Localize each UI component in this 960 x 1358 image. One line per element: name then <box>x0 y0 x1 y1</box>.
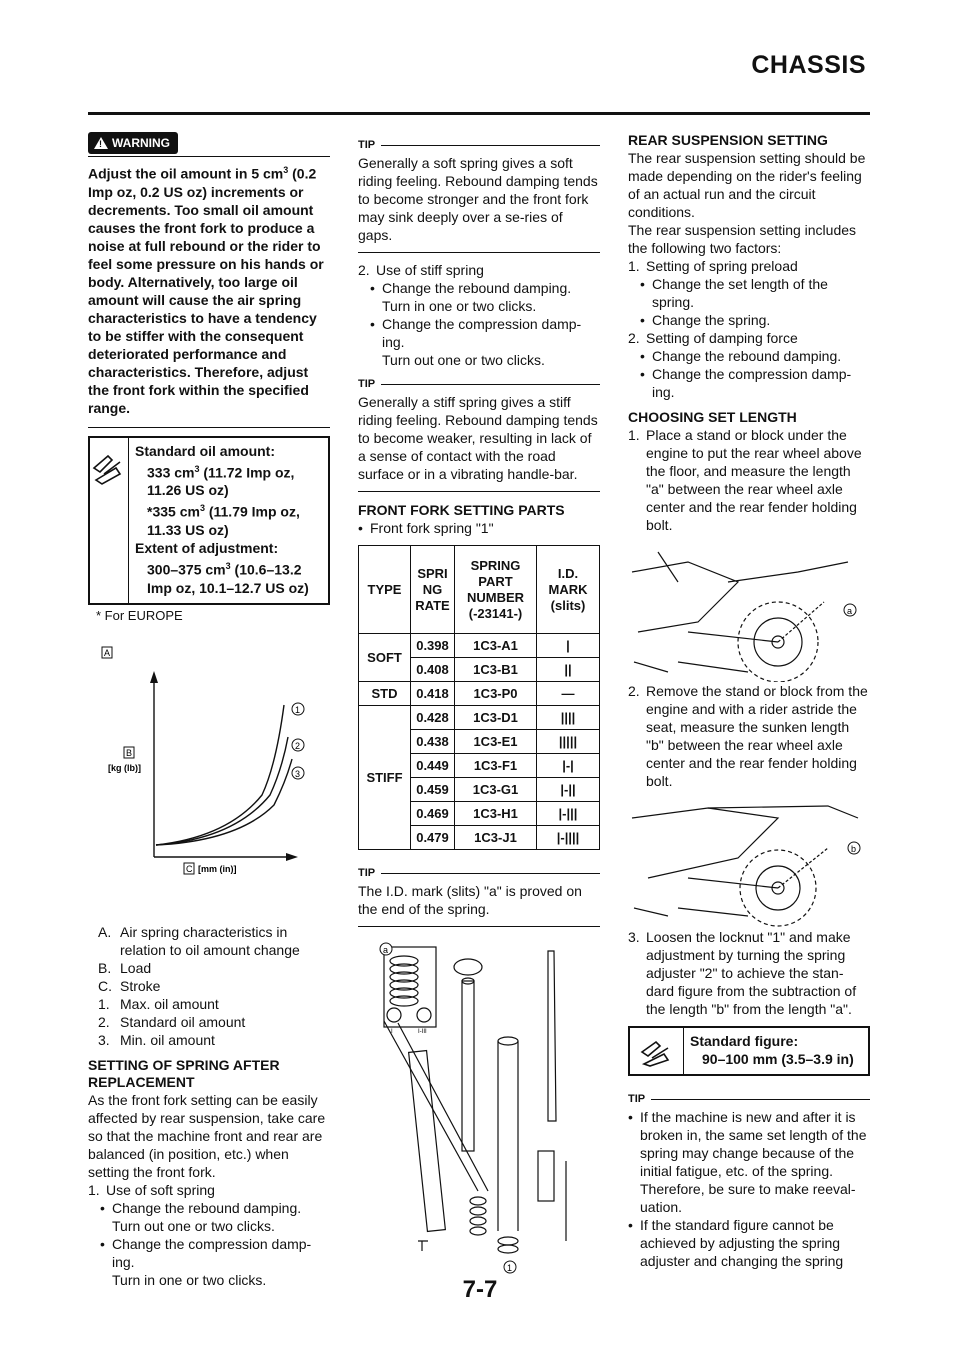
legend-item: 2. Standard oil amount <box>98 1013 246 1030</box>
bullet-item: • If the machine is new and after it is broken in, the same set length of the spring may change because of the initial fatigue, etc. of the spring. Therefore, be sure to make reeval-uation. <box>628 1109 867 1215</box>
group-stiff: STIFF <box>359 706 411 850</box>
fig-a-label: a <box>847 606 853 616</box>
bullet-item: • Change the spring. <box>640 312 771 328</box>
page-number: 7-7 <box>462 1276 498 1303</box>
table-row: 0.408 1C3-B1 || <box>359 658 600 682</box>
rear-wheel-figure-a <box>628 542 870 682</box>
tip-box <box>358 375 600 492</box>
section-title-setting: SETTING OF SPRING AFTER REPLACEMENT <box>88 1056 280 1090</box>
group-soft: SOFT <box>359 634 411 682</box>
tip-text: Generally a stiff spring gives a stiff riding feeling. Rebound damping tends to become weaker, resulting in lack of a sense of contact with the road surface or in a vibrating handle-bar. <box>358 393 600 492</box>
spring-parts-table <box>358 545 600 850</box>
table-row: 0.479 1C3-J1 |-|||| <box>359 826 600 850</box>
group-std: STD <box>359 682 411 706</box>
warning-sup: 3 <box>283 165 289 175</box>
table-row: 0.469 1C3-H1 |-||| <box>359 802 600 826</box>
fig-mark-1: I <box>391 1029 393 1035</box>
rear-step-1: 1. Setting of spring preload <box>628 258 798 274</box>
bullet-item: • Front fork spring "1" <box>358 520 494 536</box>
y-unit: [kg (lb)] <box>108 762 141 773</box>
warning-text <box>88 161 330 428</box>
bullet-item: • Change the compression damp-ing. <box>100 1235 312 1270</box>
bullet-sub: Turn out one or two clicks. <box>112 1217 275 1234</box>
legend-item: 1. Max. oil amount <box>98 995 219 1012</box>
tip-label: TIP <box>628 1093 646 1105</box>
col-header-mark: I.D. MARK (slits) <box>537 546 600 634</box>
warning-text-rest: (0.2 Imp oz, 0.2 US oz) increments or decrements. Too small oil amount causes the front fork to produce a noise at full rebound or the rider to feel some pressure on his hands or body. Alternatively, too large oil amount will cause the air spring characteristics to have a tendency to be stiffer with the consequent deteriorated performance and characteristics. Therefore, adjust the front fork within the specified range. <box>88 165 324 416</box>
spec-line: Extent of adjustment: <box>135 539 279 556</box>
page-title: CHASSIS <box>751 51 866 79</box>
section-title-choose: CHOOSING SET LENGTH <box>628 409 797 425</box>
x-unit: [mm (in)] <box>198 863 237 874</box>
choose-step-3: 3. Loosen the locknut "1" and make adjustment by turning the spring adjuster "2" to achieve the stan-dard figure from the subtraction of the length "b" from the length "a". <box>628 929 857 1017</box>
legend-item: C. Stroke <box>98 977 161 994</box>
table-row: SOFT 0.398 1C3-A1 | <box>359 634 600 658</box>
legend-item: 3. Min. oil amount <box>98 1031 215 1048</box>
curve-1-label: 1 <box>295 704 301 715</box>
warning-badge <box>88 132 178 154</box>
col-header-type: TYPE <box>359 546 411 634</box>
fig-label-a: A <box>104 647 111 658</box>
bullet-item: • Change the rebound damping. <box>370 280 572 296</box>
fig-a-label: a <box>383 945 389 955</box>
spec-body <box>129 438 328 603</box>
fig-label-b: B <box>126 747 133 758</box>
tip-text: The I.D. mark (slits) "a" is proved on the end of the spring. <box>358 882 600 927</box>
europe-note: * For EUROPE <box>96 607 183 623</box>
bullet-sub: Turn out one or two clicks. <box>382 352 545 368</box>
warning-text-part: Adjust the oil amount in 5 cm <box>88 165 284 182</box>
bullet-sub: Turn in one or two clicks. <box>382 298 537 314</box>
table-row: STIFF 0.428 1C3-D1 |||| <box>359 706 600 730</box>
wrench-icon <box>90 438 129 603</box>
air-spring-figure <box>88 645 330 945</box>
table-row: 0.459 1C3-G1 |-|| <box>359 778 600 802</box>
table-row: 0.438 1C3-E1 ||||| <box>359 730 600 754</box>
section-title-rear: REAR SUSPENSION SETTING <box>628 132 828 148</box>
column-middle <box>358 132 600 1281</box>
step-2: 2. Use of stiff spring <box>358 262 484 278</box>
curve-3-label: 3 <box>295 768 301 779</box>
fig-label-c: C <box>186 863 193 874</box>
bullet-item: • Change the rebound damping. <box>100 1199 302 1216</box>
fig-mark-2: I-III <box>418 1029 427 1035</box>
setting-paragraph: As the front fork setting can be easily affected by rear suspension, take care so that the machine front and rear are balanced (in position, etc.) when setting the front fork. <box>88 1091 326 1180</box>
choose-step-1: 1. Place a stand or block under the engine to put the rear wheel above the floor, and measure the length "a" between the rear wheel axle center and the rear fender holding bolt. <box>628 427 862 533</box>
tip-box <box>628 1090 870 1270</box>
table-row: 0.449 1C3-F1 |-| <box>359 754 600 778</box>
choose-step-2: 2. Remove the stand or block from the engine and with a rider astride the seat, measure the sunken length "b" between the rear wheel axle center and the rear fender holding bolt. <box>628 683 868 789</box>
spec-body <box>684 1028 860 1074</box>
tip-text: Generally a soft spring gives a soft riding feeling. Rebound damping tends to become stronger and the front fork may sink deeply over a se-ries of gaps. <box>358 154 600 253</box>
warning-label: WARNING <box>112 136 170 150</box>
fig-1-label: 1 <box>507 1263 513 1273</box>
tip-label: TIP <box>358 867 376 879</box>
bullet-item: • Change the rebound damping. <box>640 348 842 364</box>
fig-b-label: b <box>851 844 857 854</box>
column-left <box>88 132 330 1289</box>
front-fork-exploded-figure <box>358 941 600 1281</box>
legend-item: A. Air spring characteristics in relation to oil amount change <box>98 923 300 958</box>
rear-wheel-figure-b <box>628 798 870 928</box>
step-1: 1. Use of soft spring <box>88 1181 215 1198</box>
tip-box <box>358 864 600 927</box>
spec-line: 90–100 mm (3.5–3.9 in) <box>702 1051 854 1067</box>
bullet-sub: Turn in one or two clicks. <box>112 1271 267 1288</box>
spec-line: Standard oil amount: <box>135 442 275 459</box>
column-right <box>628 132 870 1270</box>
spec-line: Standard figure: <box>690 1033 799 1049</box>
warning-header <box>88 132 330 157</box>
col-header-rate: SPRI NG RATE <box>411 546 455 634</box>
page-header <box>0 0 960 110</box>
spec-box-oil <box>88 436 330 605</box>
tip-label: TIP <box>358 139 376 151</box>
wrench-icon <box>630 1028 684 1074</box>
tip-box <box>358 136 600 253</box>
warning-icon: ! <box>94 137 108 149</box>
bullet-item: • Change the compression damp-ing. <box>370 316 582 350</box>
bullet-item: • If the standard figure cannot be achieved by adjusting the spring adjuster and changing the spring <box>628 1217 844 1269</box>
header-rule <box>88 112 870 115</box>
spec-line: *335 $cm^3$ (11.79 Imp oz, 11.33 US oz) <box>147 503 300 538</box>
bullet-item: • Change the compression damp-ing. <box>640 366 852 400</box>
curve-2-label: 2 <box>295 740 301 751</box>
tip-label: TIP <box>358 378 376 390</box>
spec-line: 300–375 $cm^3$ (10.6–13.2 Imp oz, 10.1–12.7 US oz) <box>147 560 309 596</box>
col-header-part: SPRING PART NUMBER (-23141-) <box>455 546 537 634</box>
rear-step-2: 2. Setting of damping force <box>628 330 798 346</box>
rear-paragraph: The rear suspension setting includes the following two factors: <box>628 222 857 256</box>
bullet-item: • Change the set length of the spring. <box>640 276 828 310</box>
rear-paragraph: The rear suspension setting should be made depending on the rider's feeling of an actual run and the circuit conditions. <box>628 150 866 220</box>
spec-line: 333 $cm^3$ (11.72 Imp oz, 11.26 US oz) <box>147 463 295 499</box>
spec-box-figure <box>628 1026 870 1076</box>
table-row: STD 0.418 1C3-P0 — <box>359 682 600 706</box>
section-title-parts: FRONT FORK SETTING PARTS <box>358 502 565 518</box>
legend-item: B. Load <box>98 959 152 976</box>
